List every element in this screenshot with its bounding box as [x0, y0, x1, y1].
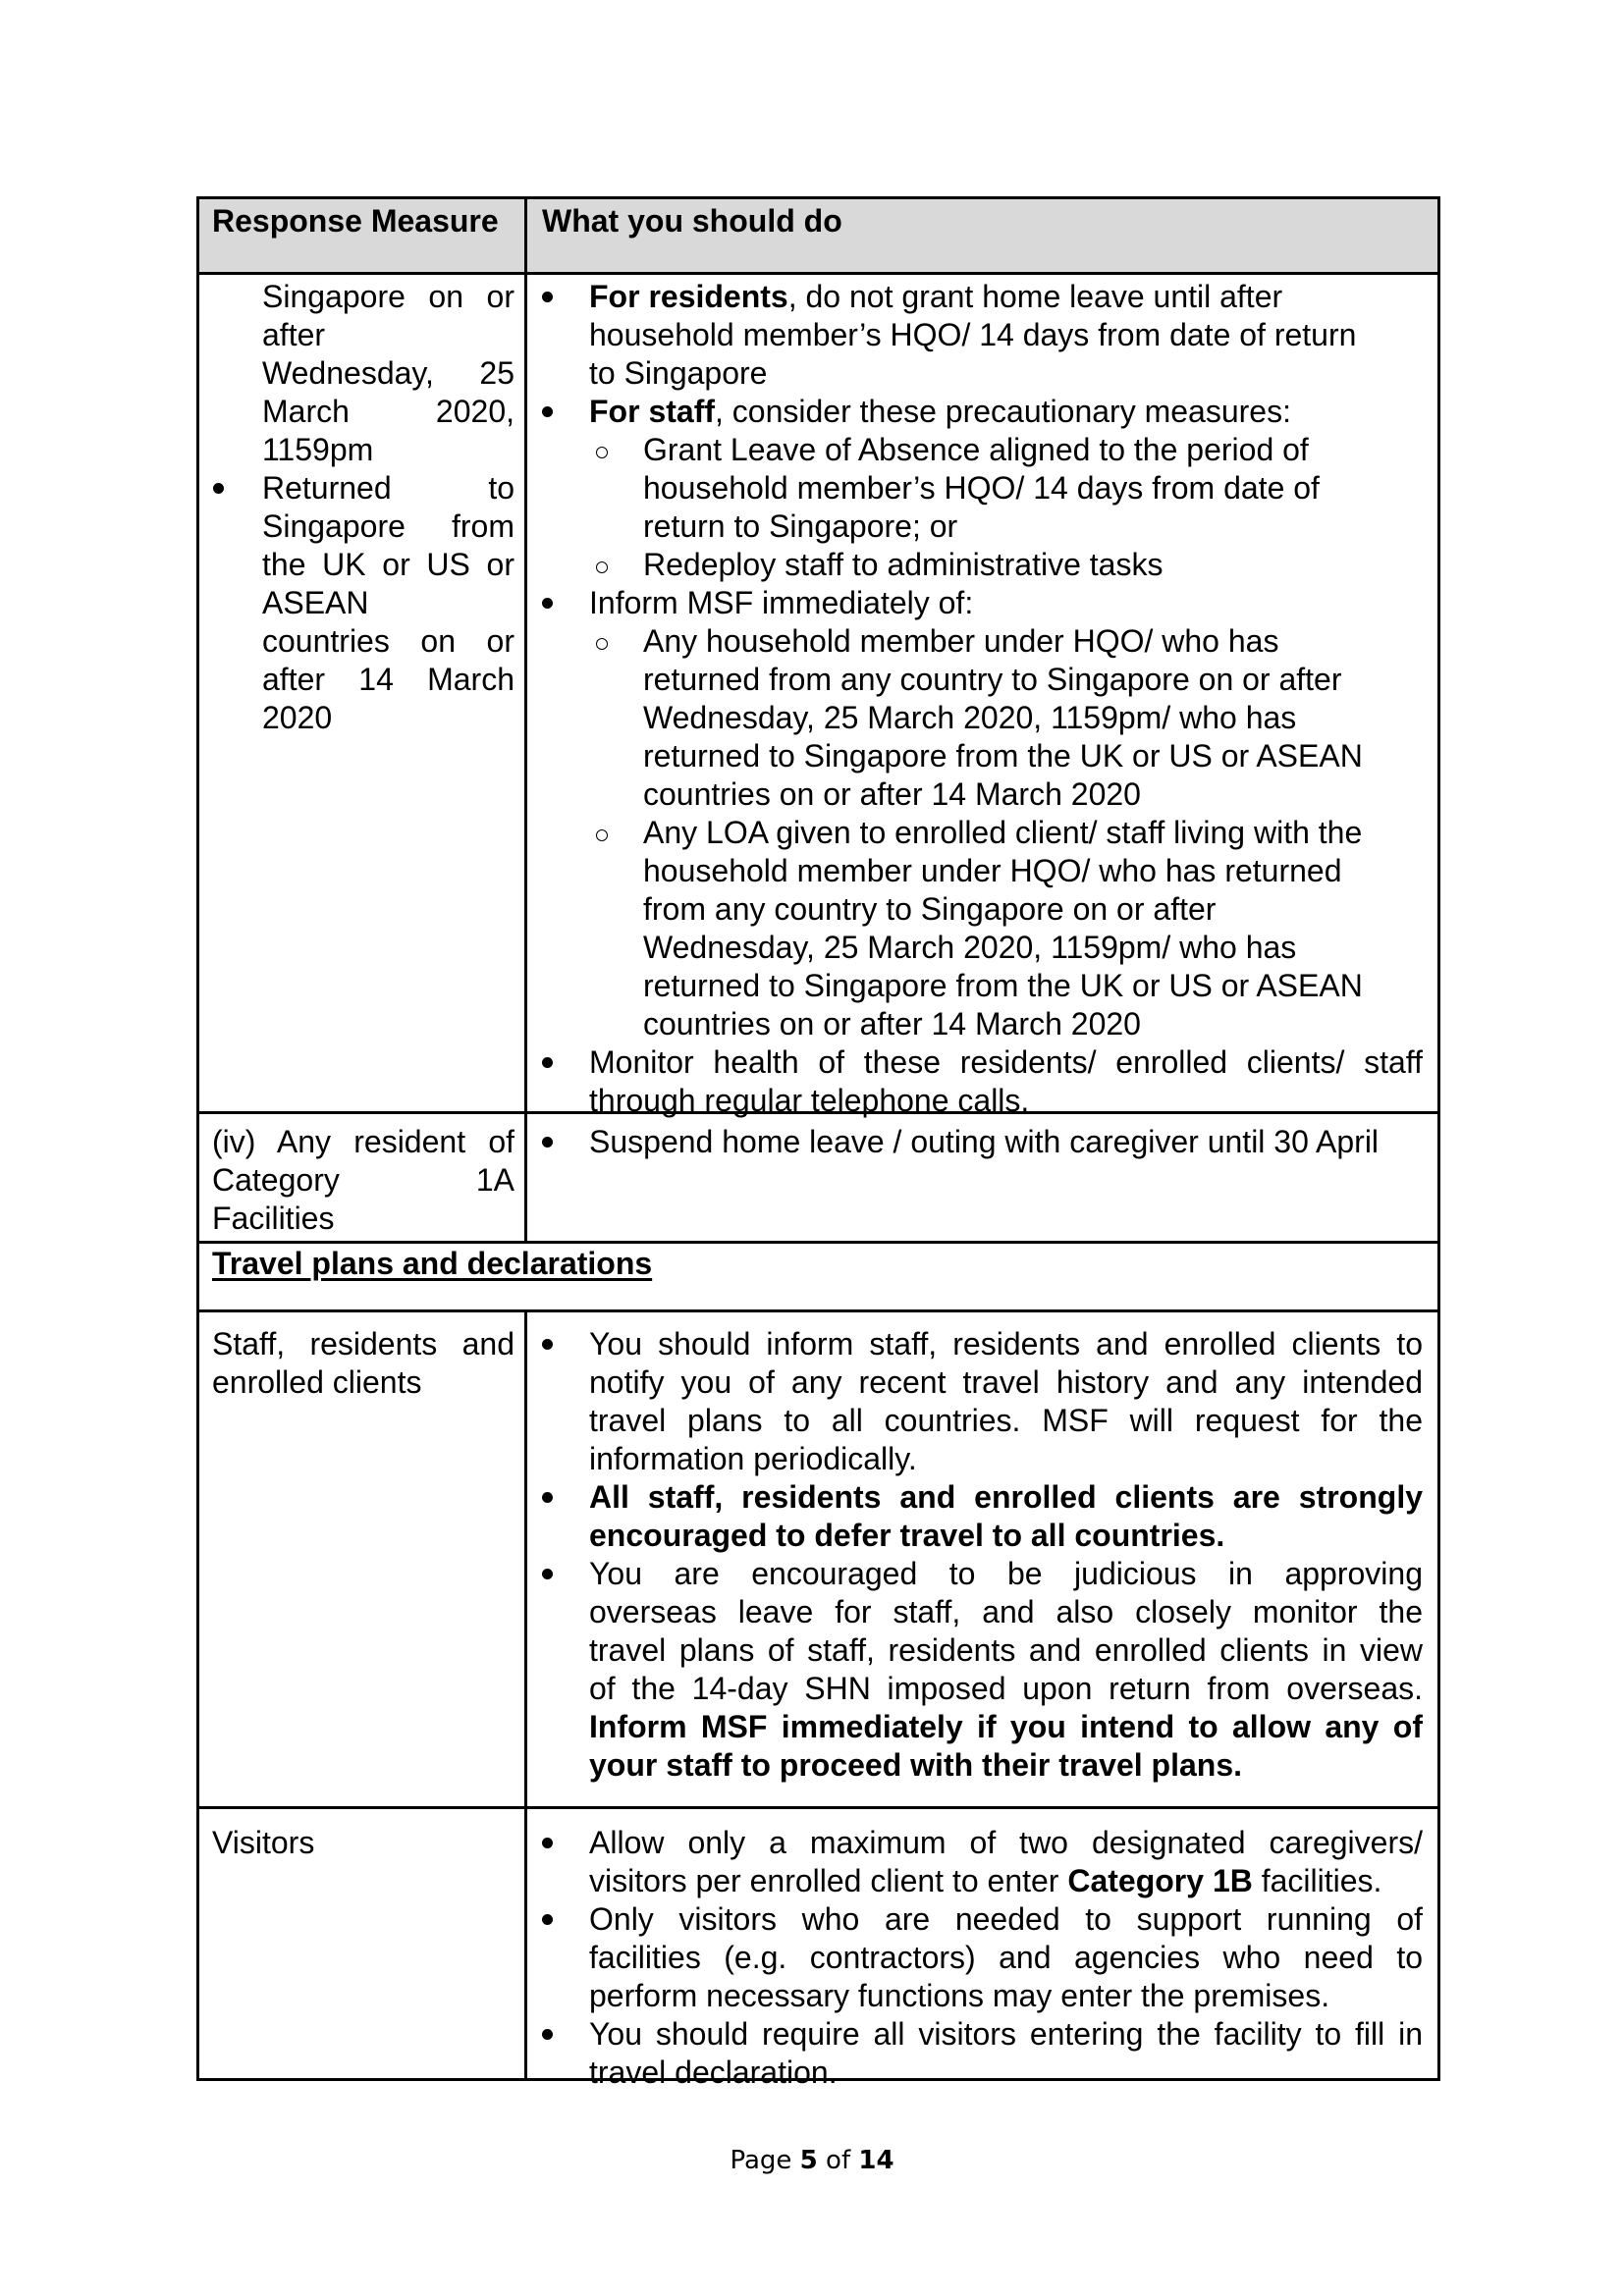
- bold-text: your staff to proceed with their travel plans.: [589, 1747, 1243, 1783]
- cell-text-line: Returned to: [262, 470, 514, 506]
- footer-middle: of: [817, 2146, 859, 2175]
- bold-text: For residents: [589, 279, 788, 314]
- cell-text-line: Wednesday, 25 March 2020, 1159pm/ who has: [643, 930, 1297, 965]
- bullet-icon: [542, 1569, 553, 1579]
- cell-text-line: Only visitors who are needed to support running of: [589, 1901, 1423, 1937]
- header-border-bottom: [196, 272, 1440, 275]
- cell-text-line: return to Singapore; or: [643, 508, 958, 544]
- cell-text-line: March 2020,: [262, 394, 514, 429]
- footer-total-pages: 14: [858, 2146, 894, 2175]
- cell-text-line: Category 1A: [212, 1162, 514, 1198]
- cell-text-line: Inform MSF immediately of:: [589, 585, 974, 620]
- bullet-icon: [542, 1057, 553, 1068]
- bullet-icon: [542, 1914, 553, 1925]
- cell-text-line: [589, 1478, 1423, 1517]
- cell-text-line: Wednesday, 25: [262, 355, 514, 391]
- bullet-icon: [542, 406, 553, 417]
- cell-text-line: You should inform staff, residents and enrolled clients to: [589, 1326, 1423, 1362]
- cell-text-line: countries on or after 14 March 2020: [643, 776, 1141, 812]
- table-border-left: [196, 196, 199, 2081]
- table-border-top: [196, 196, 1440, 199]
- cell-text-line: of the 14-day SHN imposed upon return from overseas.: [589, 1671, 1423, 1706]
- cell-text-line: Redeploy staff to administrative tasks: [643, 547, 1164, 582]
- table-border-right: [1437, 196, 1440, 2081]
- cell-text-line: to Singapore: [589, 355, 768, 391]
- cell-text-line: Any LOA given to enrolled client/ staff living with the: [643, 815, 1363, 850]
- bullet-icon: [542, 1838, 553, 1848]
- cell-text-line: household member under HQO/ who has returned: [643, 853, 1342, 888]
- bold-text: Category 1B: [1067, 1863, 1253, 1898]
- cell-text-line: countries on or after 14 March 2020: [643, 1006, 1141, 1041]
- cell-text-line: Suspend home leave / outing with caregiver until 30 April: [589, 1124, 1380, 1159]
- cell-text-line: For staff, consider these precautionary measures:: [589, 394, 1291, 429]
- cell-text-line: household member’s HQO/ 14 days from date of: [643, 470, 1320, 506]
- circle-bullet-icon: [596, 447, 608, 458]
- cell-text-line: You should require all visitors entering the facility to fill in: [589, 2016, 1423, 2052]
- row-divider: [196, 1241, 1440, 1244]
- cell-text-line: after: [262, 317, 326, 352]
- cell-text-line: Staff, residents and: [212, 1326, 514, 1362]
- cell-text-line: visitors per enrolled client to enter Category 1B facilities.: [589, 1863, 1382, 1898]
- cell-text-line: You are encouraged to be judicious in approving: [589, 1556, 1423, 1591]
- row-divider: [196, 1806, 1440, 1809]
- cell-text-line: Facilities: [212, 1201, 335, 1236]
- bullet-icon: [542, 2029, 553, 2040]
- bullet-icon: [542, 1137, 553, 1148]
- cell-text-line: For residents, do not grant home leave until after: [589, 279, 1283, 314]
- cell-text-line: travel declaration.: [589, 2055, 838, 2090]
- cell-text-line: Allow only a maximum of two designated caregivers/: [589, 1825, 1423, 1860]
- page-footer: [0, 2146, 1624, 2175]
- bold-text: All staff, residents and enrolled clients are strongly: [589, 1479, 1423, 1515]
- cell-text-line: household member’s HQO/ 14 days from date of return: [589, 317, 1357, 352]
- column-divider: [524, 1309, 527, 2081]
- circle-bullet-icon: [596, 638, 608, 650]
- cell-text-line: 2020: [262, 700, 333, 735]
- cell-text-line: enrolled clients: [212, 1364, 422, 1400]
- bold-text: For staff: [589, 394, 715, 429]
- footer-current-page: 5: [799, 2146, 818, 2175]
- bullet-icon: [213, 483, 224, 494]
- bullet-icon: [542, 292, 553, 302]
- bullet-icon: [542, 1492, 553, 1503]
- cell-text-line: returned from any country to Singapore on or after: [643, 662, 1342, 697]
- cell-text-line: Monitor health of these residents/ enrolled clients/ staff: [589, 1044, 1423, 1080]
- bullet-icon: [542, 598, 553, 609]
- cell-text-line: facilities (e.g. contractors) and agencies who need to: [589, 1940, 1423, 1975]
- circle-bullet-icon: [596, 561, 608, 573]
- cell-text-line: [589, 1517, 1224, 1555]
- cell-text-line: Visitors: [212, 1825, 315, 1860]
- cell-text-line: overseas leave for staff, and also closely monitor the: [589, 1594, 1423, 1629]
- header-what-you-should-do: What you should do: [542, 203, 842, 239]
- header-response-measure: Response Measure: [212, 203, 499, 239]
- cell-text-line: Singapore on or: [262, 279, 514, 314]
- row-divider: [196, 1309, 1440, 1312]
- cell-text-line: returned to Singapore from the UK or US or ASEAN: [643, 968, 1363, 1003]
- cell-text-line: from any country to Singapore on or after: [643, 891, 1217, 927]
- cell-text-line: Any household member under HQO/ who has: [643, 623, 1279, 659]
- cell-text-line: the UK or US or: [262, 547, 514, 582]
- column-divider: [524, 196, 527, 1244]
- cell-text-line: countries on or: [262, 623, 514, 659]
- cell-text-line: Wednesday, 25 March 2020, 1159pm/ who has: [643, 700, 1297, 735]
- cell-text-line: Grant Leave of Absence aligned to the period of: [643, 432, 1309, 467]
- cell-text-line: travel plans of staff, residents and enrolled clients in view: [589, 1632, 1423, 1668]
- cell-text-line: notify you of any recent travel history and any intended: [589, 1364, 1423, 1400]
- bullet-icon: [542, 1339, 553, 1350]
- cell-text-line: [589, 1708, 1423, 1746]
- cell-text-line: Singapore from: [262, 508, 514, 544]
- cell-text-line: travel plans to all countries. MSF will request for the: [589, 1403, 1423, 1438]
- cell-text-line: after 14 March: [262, 662, 514, 697]
- circle-bullet-icon: [596, 829, 608, 841]
- cell-text-line: ASEAN: [262, 585, 369, 620]
- cell-text-line: information periodically.: [589, 1441, 917, 1476]
- cell-text-line: [589, 1746, 1242, 1785]
- section-header-travel-plans: Travel plans and declarations: [212, 1246, 653, 1281]
- cell-text-line: 1159pm: [262, 432, 374, 467]
- bold-text: encouraged to defer travel to all countries.: [589, 1518, 1225, 1553]
- footer-prefix: Page: [730, 2146, 800, 2175]
- cell-text-line: returned to Singapore from the UK or US or ASEAN: [643, 738, 1363, 774]
- cell-text-line: perform necessary functions may enter the premises.: [589, 1978, 1330, 2013]
- cell-text-line: through regular telephone calls.: [589, 1083, 1030, 1118]
- cell-text-line: (iv) Any resident of: [212, 1124, 514, 1159]
- bold-text: Inform MSF immediately if you intend to allow any of: [589, 1709, 1423, 1744]
